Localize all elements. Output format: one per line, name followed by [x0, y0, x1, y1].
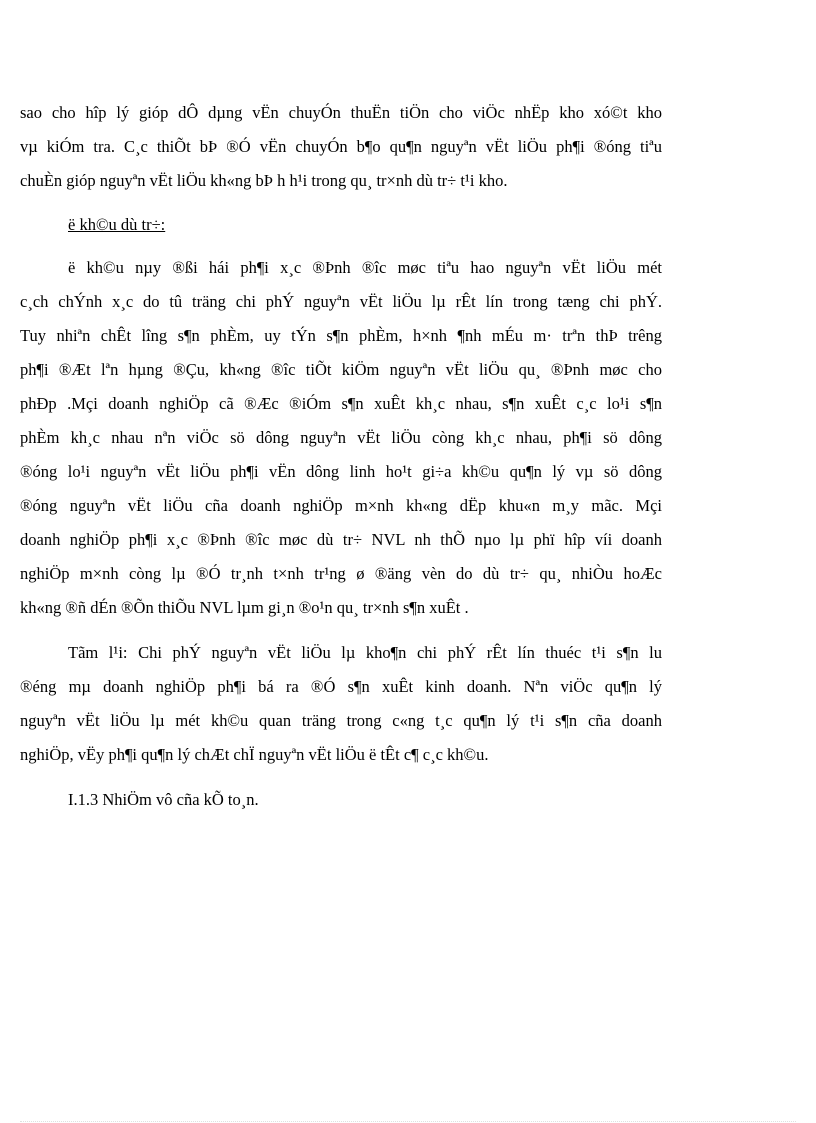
text-line: vµ kiÓm tra. C¸c thiÕt bÞ ®Ó vËn chuyÓn b¶o qu¶n nguyªn vËt liÖu ph¶i ®óng tiªu — [20, 137, 662, 156]
text-line: ph¶i ®Æt lªn hµng ®Çu, kh«ng ®îc tiÕt kiÖm nguyªn vËt liÖu qu¸ ®Þnh møc cho — [20, 360, 662, 379]
text-line: nguyªn vËt liÖu lµ mét kh©u quan träng trong c«ng t¸c qu¶n lý t¹i s¶n cña doanh — [20, 711, 662, 730]
text-line: sao cho hîp lý gióp dÔ dµng vËn chuyÓn thuËn tiÖn cho viÖc nhËp kho xó©t kho — [20, 103, 662, 122]
text-line: c¸ch chÝnh x¸c do tû träng chi phÝ nguyªn vËt liÖu lµ rÊt lín trong tæng chi phÝ. — [20, 292, 662, 311]
text-line: kh«ng ®ñ dÉn ®Õn thiÕu NVL lµm gi¸n ®o¹n qu¸ tr×nh s¶n xuÊt . — [20, 598, 469, 617]
text-line: nghiÖp m×nh còng lµ ®Ó tr¸nh t×nh tr¹ng ø ®äng vèn do dù tr÷ qu¸ nhiÒu hoÆc — [20, 564, 662, 583]
paragraph-transport — [20, 96, 662, 198]
text-line: ë kh©u nµy ®ßi hái ph¶i x¸c ®Þnh ®îc møc tiªu hao nguyªn vËt liÖu mét — [68, 258, 662, 277]
section-heading — [20, 783, 710, 817]
text-line: ®óng lo¹i nguyªn vËt liÖu ph¶i vËn dông linh ho¹t gi÷a kh©u qu¶n lý vµ sö dông — [20, 462, 662, 481]
text-line: nghiÖp, vËy ph¶i qu¶n lý chÆt chÏ nguyªn vËt liÖu ë tÊt c¶ c¸c kh©u. — [20, 745, 489, 764]
paragraph-summary — [20, 636, 662, 772]
section-title: I.1.3 NhiÖm vô cña kÕ to¸n. — [68, 790, 259, 809]
paragraph-storage — [20, 251, 662, 625]
text-line: Tãm l¹i: Chi phÝ nguyªn vËt liÖu lµ kho¶n chi phÝ rÊt lín thuéc t¹i s¶n lu — [68, 643, 662, 662]
text-line: Tuy nhiªn chÊt lîng s¶n phÈm, uy tÝn s¶n phÈm, h×nh ¶nh mÉu m· trªn thÞ trêng — [20, 326, 662, 345]
text-line: doanh nghiÖp ph¶i x¸c ®Þnh ®îc møc dù tr÷ NVL nh thÕ nµo lµ phï hîp víi doanh — [20, 530, 662, 549]
text-line: ®éng mµ doanh nghiÖp ph¶i bá ra ®Ó s¶n xuÊt kinh doanh. Nªn viÖc qu¶n lý — [20, 677, 662, 696]
page-bottom-divider — [20, 1121, 796, 1122]
text-line: phÐp .Mçi doanh nghiÖp cã ®Æc ®iÓm s¶n xuÊt kh¸c nhau, s¶n xuÊt c¸c lo¹i s¶n — [20, 394, 662, 413]
text-line: chuÈn gióp nguyªn vËt liÖu kh«ng bÞ h h¹i trong qu¸ tr×nh dù tr÷ t¹i kho. — [20, 171, 508, 190]
subheading-storage — [68, 208, 165, 242]
text-line: phÈm kh¸c nhau nªn viÖc sö dông nguyªn vËt liÖu còng kh¸c nhau, ph¶i sö dông — [20, 428, 662, 447]
text-line: ®óng nguyªn vËt liÖu cña doanh nghiÖp m×nh kh«ng dËp khu«n m¸y mãc. Mçi — [20, 496, 662, 515]
subheading-text: ë kh©u dù tr÷: — [68, 215, 166, 234]
